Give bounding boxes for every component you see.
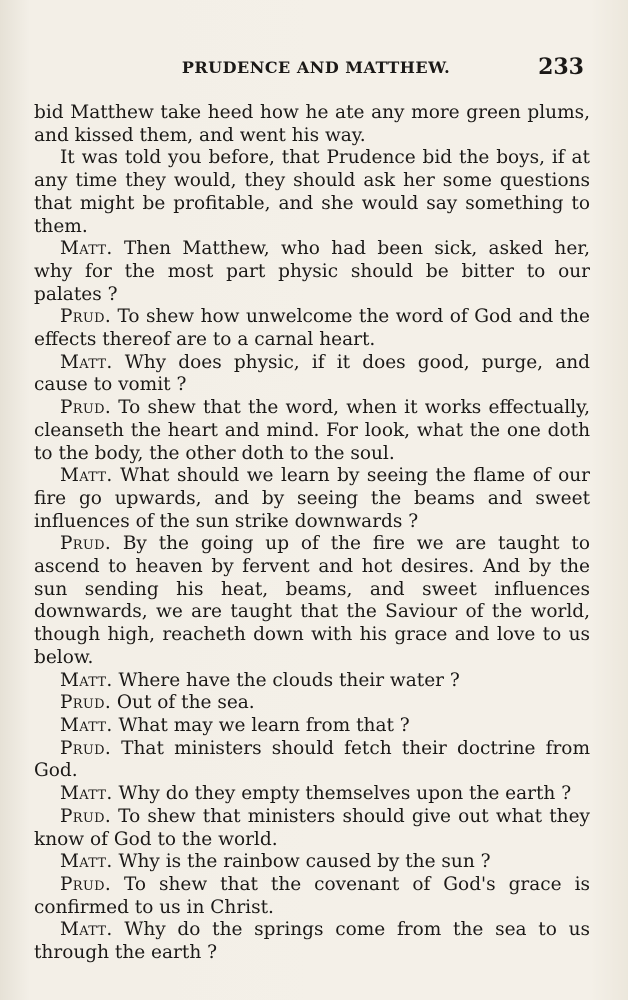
paragraph-text: Out of the sea. <box>111 692 255 714</box>
dialogue-paragraph <box>34 238 590 306</box>
paragraph-text: To shew that ministers should give out what they know of God to the world. <box>34 805 590 850</box>
paragraph-text: That ministers should fetch their doctrine from God. <box>34 737 590 782</box>
dialogue-paragraph <box>34 692 590 715</box>
paragraph-text: Where have the clouds their water ? <box>112 669 460 691</box>
speaker-label: Matt. <box>60 238 113 260</box>
body-text <box>34 102 590 965</box>
speaker-label: Matt. <box>60 851 113 873</box>
dialogue-paragraph <box>34 670 590 693</box>
paragraph-text: Then Matthew, who had been sick, asked her, why for the most part physic should be bitter to our palates ? <box>34 238 590 305</box>
speaker-label: Prud. <box>60 692 111 714</box>
speaker-label: Prud. <box>60 737 111 759</box>
paragraph-text: bid Matthew take heed how he ate any more green plums, and kissed them, and went his way. <box>34 102 590 146</box>
paragraph-text: To shew that the word, when it works effectually, cleanseth the heart and mind. For look, what the one doth to the body, the other doth to the soul. <box>34 397 590 464</box>
speaker-label: Prud. <box>60 533 111 555</box>
page-header <box>36 56 584 86</box>
dialogue-paragraph <box>34 465 590 533</box>
speaker-label: Prud. <box>60 397 111 419</box>
speaker-label: Matt. <box>60 669 113 691</box>
speaker-label: Prud. <box>60 873 111 895</box>
paragraph-text: To shew that the covenant of God's grace is confirmed to us in Christ. <box>34 873 590 918</box>
dialogue-paragraph <box>34 715 590 738</box>
dialogue-paragraph <box>34 806 590 851</box>
speaker-label: Matt. <box>60 783 113 805</box>
speaker-label: Matt. <box>60 714 113 736</box>
dialogue-paragraph <box>34 874 590 919</box>
dialogue-paragraph <box>34 352 590 397</box>
dialogue-paragraph <box>34 738 590 783</box>
paragraph <box>34 147 590 238</box>
running-title: PRUDENCE AND MATTHEW. <box>181 58 451 77</box>
paragraph-text: By the going up of the fire we are taught to ascend to heaven by fervent and hot desires. And by the sun sending his heat, beams, and sweet influences downwards, we are taught that the Saviour of the world, though high, reacheth down with his grace and love to us below. <box>34 533 590 668</box>
paragraph-text: Why does physic, if it does good, purge, and cause to vomit ? <box>34 351 590 396</box>
page-number: 233 <box>538 54 584 80</box>
paragraph-text: Why do the springs come from the sea to us through the earth ? <box>34 919 590 964</box>
paragraph-text: What should we learn by seeing the flame of our fire go upwards, and by seeing the beams and sweet influences of the sun strike downwards ? <box>34 465 590 532</box>
dialogue-paragraph <box>34 397 590 465</box>
dialogue-paragraph <box>34 851 590 874</box>
paragraph-text: What may we learn from that ? <box>112 714 410 736</box>
paragraph-text: Why do they empty themselves upon the earth ? <box>112 783 572 805</box>
paragraph-text: It was told you before, that Prudence bid the boys, if at any time they would, they should ask her some questions that might be profitable, and she would say something to them. <box>34 147 590 237</box>
paragraph <box>34 102 590 147</box>
speaker-label: Matt. <box>60 919 113 941</box>
dialogue-paragraph <box>34 783 590 806</box>
speaker-label: Matt. <box>60 465 113 487</box>
speaker-label: Prud. <box>60 306 111 328</box>
paragraph-text: To shew how unwelcome the word of God and the effects thereof are to a carnal heart. <box>34 306 590 351</box>
speaker-label: Matt. <box>60 351 113 373</box>
paragraph-text: Why is the rainbow caused by the sun ? <box>112 851 491 873</box>
dialogue-paragraph <box>34 919 590 964</box>
speaker-label: Prud. <box>60 805 111 827</box>
dialogue-paragraph <box>34 306 590 351</box>
dialogue-paragraph <box>34 533 590 669</box>
